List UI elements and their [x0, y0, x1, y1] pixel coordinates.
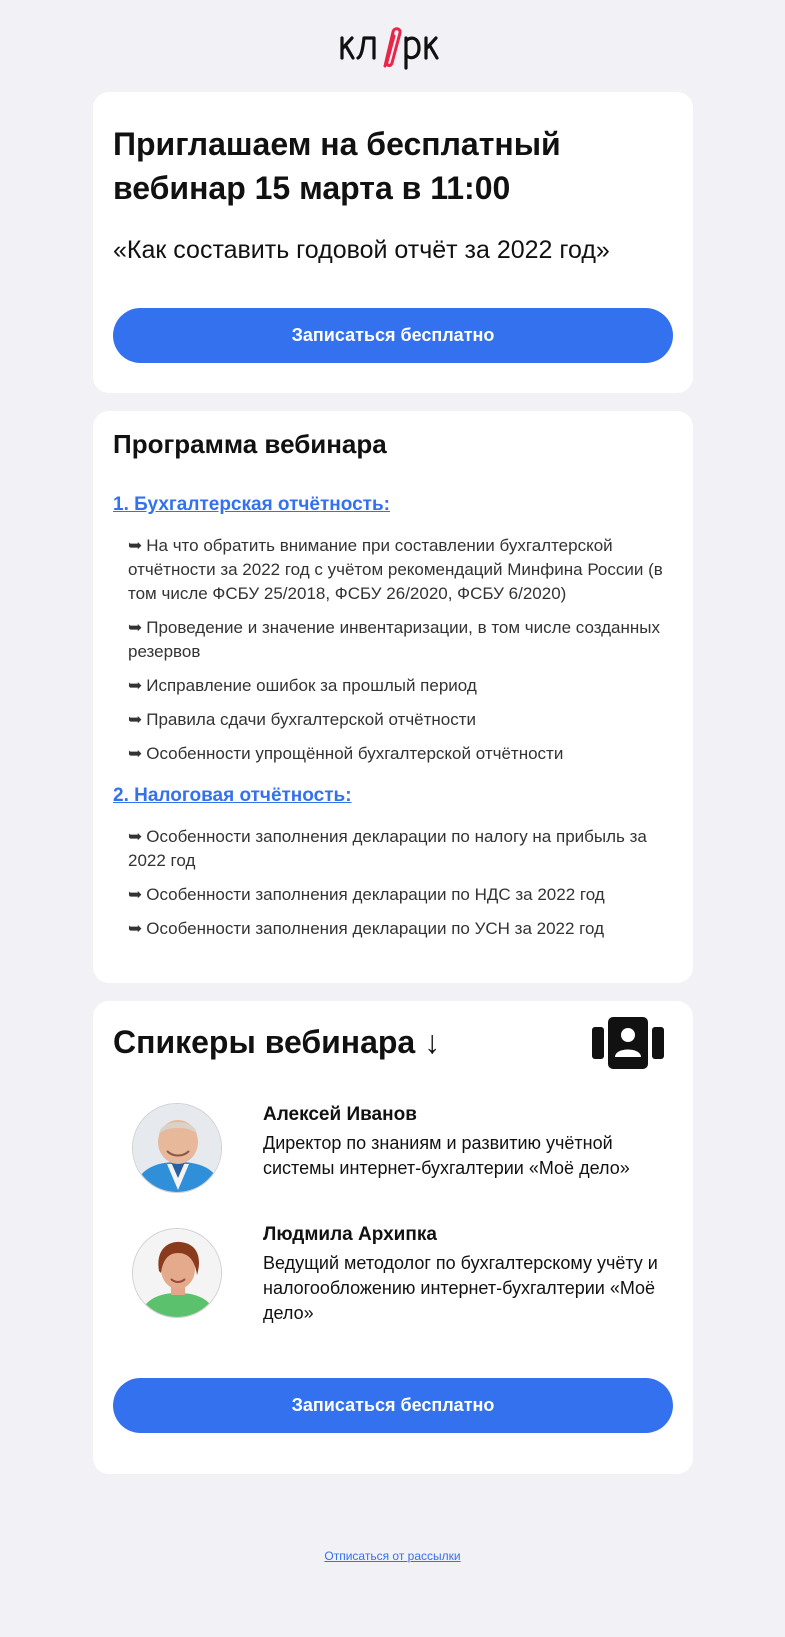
invite-title: Приглашаем на бесплатный вебинар 15 марта в 11:00 — [113, 126, 561, 206]
section-link-tax[interactable]: 2. Налоговая отчётность: — [113, 785, 352, 806]
arrow-icon: ➥ — [128, 710, 143, 729]
unsubscribe-link[interactable]: Отписаться от рассылки — [324, 1549, 461, 1563]
speakers-title: Спикеры вебинара ↓ — [113, 1024, 441, 1060]
program-card — [93, 411, 693, 983]
speaker-role: Ведущий методолог по бухгалтерскому учёту и налогообложению интернет-бухгалтерии «Моё дело» — [263, 1253, 658, 1323]
list-item: ➥ Особенности заполнения декларации по налогу на прибыль за 2022 год — [128, 827, 647, 870]
avatar — [132, 1228, 222, 1318]
speaker-name: Алексей Иванов — [263, 1104, 417, 1125]
contacts-icon — [590, 1015, 666, 1071]
invite-card — [93, 92, 693, 393]
list-item: ➥ Исправление ошибок за прошлый период — [128, 676, 477, 695]
section-link-accounting[interactable]: 1. Бухгалтерская отчётность: — [113, 494, 390, 515]
arrow-icon: ➥ — [128, 919, 143, 938]
arrow-icon: ➥ — [128, 885, 143, 904]
arrow-icon: ➥ — [128, 827, 143, 846]
register-button-top[interactable]: Записаться бесплатно — [113, 308, 673, 363]
arrow-icon: ➥ — [128, 536, 143, 555]
arrow-icon: ➥ — [128, 744, 143, 763]
accounting-list — [128, 534, 678, 776]
list-item: ➥ На что обратить внимание при составлении бухгалтерской отчётности за 2022 год с учётом рекомендаций Минфина России (в том числе ФСБУ 25/2018, ФСБУ 26/2020, ФСБУ 6/2020) — [128, 536, 663, 603]
program-title: Программа вебинара — [113, 429, 387, 459]
speaker-name: Людмила Архипка — [263, 1224, 437, 1245]
list-item: ➥ Правила сдачи бухгалтерской отчётности — [128, 710, 477, 729]
avatar — [132, 1103, 222, 1193]
list-item: ➥ Особенности заполнения декларации по НДС за 2022 год — [128, 885, 605, 904]
list-item: ➥ Особенности упрощённой бухгалтерской отчётности — [128, 744, 564, 763]
list-item: ➥ Проведение и значение инвентаризации, в том числе созданных резервов — [128, 618, 660, 661]
arrow-icon: ➥ — [128, 676, 143, 695]
klerk-logo[interactable] — [0, 22, 785, 74]
list-item: ➥ Особенности заполнения декларации по УСН за 2022 год — [128, 919, 605, 938]
register-button-bottom[interactable]: Записаться бесплатно — [113, 1378, 673, 1433]
arrow-icon: ➥ — [128, 618, 143, 637]
speakers-card — [93, 1001, 693, 1474]
invite-subtitle: «Как составить годовой отчёт за 2022 год» — [113, 236, 610, 264]
speaker-role: Директор по знаниям и развитию учётной системы интернет-бухгалтерии «Моё дело» — [263, 1133, 630, 1178]
tax-list — [128, 825, 678, 951]
